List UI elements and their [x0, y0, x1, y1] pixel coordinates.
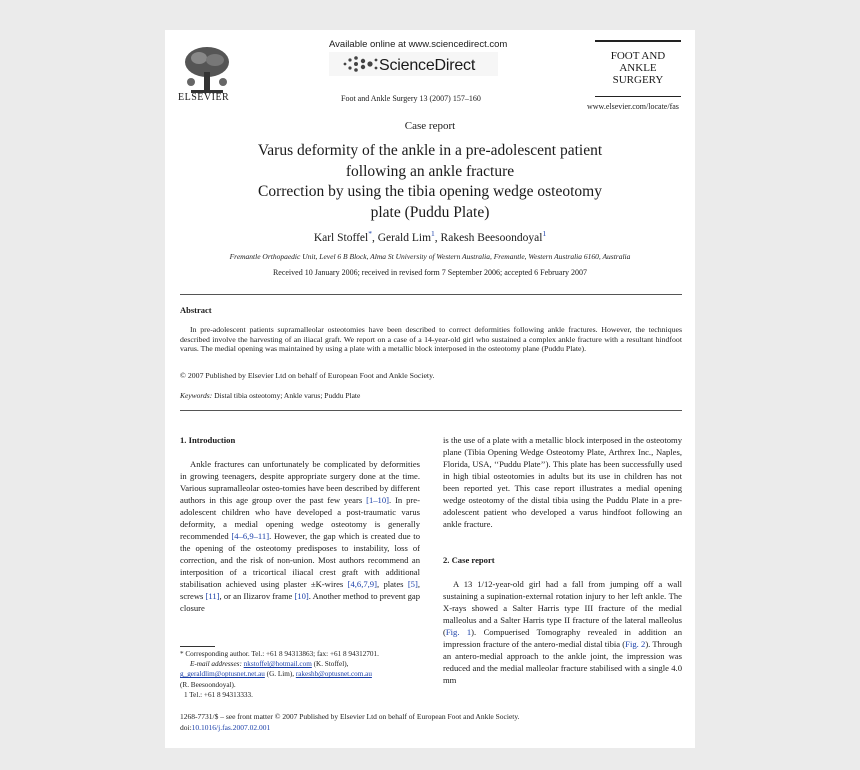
introduction-section [180, 434, 420, 614]
abstract-copyright: © 2007 Published by Elsevier Ltd on behalf of European Foot and Ankle Society. [180, 371, 435, 380]
journal-title-line: FOOT AND [610, 50, 666, 62]
text-run: ). Through an antero-medial approach to the ankle joint, the impression was reduced and the medial malleolar fracture stabilised with a single 4.0 mm [443, 639, 682, 685]
text-run: , screws [180, 579, 420, 601]
elsevier-wordmark: ELSEVIER [178, 92, 230, 103]
text-run: A 13 1/12-year-old girl had a fall from jumping off a wall sustaining a supination-external rotation injury to her left ankle. The X-rays showed a Salter Harris type III fracture of the medial malleolus and a Salter Harris type II fracture of the lateral malleolus ( [443, 579, 682, 637]
footnotes [180, 649, 420, 700]
introduction-paragraph [180, 458, 420, 614]
title-line: plate (Puddu Plate) [370, 203, 490, 221]
author-name: Karl Stoffel [313, 231, 369, 244]
text-run: . Another method to prevent gap closure [180, 591, 421, 613]
citation-link[interactable]: [4–6,9–11] [231, 531, 270, 541]
keywords-label: Keywords: [180, 391, 213, 400]
journal-reference: Foot and Ankle Surgery 13 (2007) 157–160 [341, 94, 481, 103]
figure-link[interactable]: Fig. 2 [625, 639, 646, 649]
text-run: ). Compuerised Tomography revealed in addition an impression fracture of the antero-medial distal tibia ( [443, 627, 682, 649]
doi-label: doi: [180, 722, 192, 732]
article-page [165, 30, 695, 748]
keywords [180, 391, 360, 400]
author-list: Karl Stoffel*, Gerald Lim$^1$, Rakesh Beesoondoyal$^1$ [313, 229, 547, 244]
right-column [443, 434, 682, 686]
corresponding-author-note: * Corresponding author. Tel.: +61 8 94313863; fax: +61 8 94312701. [180, 650, 379, 658]
abstract-bottom-rule [180, 410, 682, 411]
email-label: E-mail addresses: [190, 660, 242, 669]
journal-title-line: ANKLE [619, 62, 657, 74]
footnote-rule [180, 646, 215, 647]
sciencedirect-dots-icon [341, 54, 381, 74]
abstract-text: In pre-adolescent patients supramalleolar osteotomies have been described to correct deformities following ankle fractures. However, the techniques described involve the harvesting of an iliacal graft. We report on a case of a 14-year-old girl who sustained a complex ankle fracture with a resultant hindfoot varus. The medial opening was maintained by using a plate with a metallic block interposed in the osteotomy plane (Puddu Plate). [180, 325, 682, 354]
document-type: Case report [404, 120, 456, 132]
email-note: (R. Beesoondoyal). [180, 680, 236, 689]
title-line: Correction by using the tibia opening wedge osteotomy [258, 183, 602, 200]
citation-link[interactable]: [5] [407, 579, 418, 589]
received-dates: Received 10 January 2006; received in revised form 7 September 2006; accepted 6 February 2007 [272, 268, 588, 277]
case-report-paragraph [443, 578, 682, 686]
email-note [180, 659, 420, 669]
author-mark[interactable]: * [368, 229, 372, 238]
abstract-top-rule [180, 294, 682, 295]
journal-url[interactable]: www.elsevier.com/locate/fas [587, 102, 679, 111]
title-line: Varus deformity of the ankle in a pre-adolescent patient [257, 142, 603, 159]
page-footer [180, 712, 682, 733]
citation-link[interactable]: [4,6,7,9] [347, 579, 377, 589]
citation-link[interactable]: [1–10] [366, 495, 390, 505]
journal-title [595, 50, 681, 86]
case-report-heading: 2. Case report [443, 555, 495, 565]
sciencedirect-wordmark: ScienceDirect [379, 57, 476, 74]
author-mark[interactable]: 1 [431, 229, 435, 238]
doi-link[interactable]: 10.1016/j.fas.2007.02.001 [191, 722, 271, 732]
doi-line [180, 723, 682, 734]
email-link[interactable]: nkstoffel@hotmail.com [243, 660, 312, 669]
affiliation: Fremantle Orthopaedic Unit, Level 6 B Block, Alma St University of Western Australia, Fremantle, Western Australia 6160, Australia [229, 252, 631, 261]
text-run: (G. Lim), [264, 670, 296, 679]
abstract-heading: Abstract [180, 305, 212, 315]
continued-paragraph: is the use of a plate with a metallic block interposed in the osteotomy plane (Tibia Opening Wedge Osteotomy Plate, Arthrex Inc., Naples, Florida, USA, ‘‘Puddu Plate’’). This plate has been successfully used in high tibial osteotomies in adults but its use in children has not been reported yet. This case report illustrates a medial opening wedge osteotomy of the distal tibia using the Puddu Plate in a pre-adolescent patient who developed a varus hindfoot following an ankle fracture. [443, 435, 682, 529]
author-name: Gerald Lim [377, 231, 432, 244]
text-run: . In pre-adolescent children who have developed a post-traumatic varus deformity, a medial opening wedge osteotomy is generally recommended [180, 495, 420, 541]
text-run: , plates [376, 579, 408, 589]
email-link[interactable]: rakeshb@optusnet.com.au [295, 670, 372, 679]
email-link[interactable]: g_geraldlim@optusnet.net.au [180, 670, 265, 679]
email-note [180, 669, 420, 679]
journal-title-line: SURGERY [612, 74, 664, 86]
available-online-text: Available online at www.sciencedirect.com [329, 39, 508, 50]
telephone-note: 1 Tel.: +61 8 94313333. [184, 690, 253, 699]
keywords-list: Distal tibia osteotomy; Ankle varus; Puddu Plate [214, 391, 361, 400]
title-line: following an ankle fracture [345, 162, 515, 180]
front-matter-line: 1268-7731/$ – see front matter © 2007 Published by Elsevier Ltd on behalf of European Foot and Ankle Society. [180, 712, 520, 721]
introduction-heading: 1. Introduction [180, 435, 236, 445]
text-run: . However, the gap which is created due to the opening of the osteotomy predisposes to instability, loss of correction, and the risk of non-union. Most authors recommend an interposition of a tricortical iliacal crest graft with additional stabilisation achieved using plaster ±K-wires [180, 531, 420, 589]
citation-link[interactable]: [11] [205, 591, 220, 601]
text-run: , or an Ilizarov frame [219, 591, 295, 601]
author-mark[interactable]: 1 [542, 229, 547, 238]
article-title [165, 141, 695, 223]
text-run: Ankle fractures can unfortunately be complicated by deformities in growing teenagers, despite appropriate surgery done at the time. Various supramalleolar osteo-tomies have been described by different authors in this age group over the past few years [180, 459, 420, 505]
author-name: Rakesh Beesoondoyal [440, 231, 543, 244]
citation-link[interactable]: [10] [294, 591, 309, 601]
text-run: (K. Stoffel), [311, 660, 349, 669]
figure-link[interactable]: Fig. 1 [445, 627, 472, 637]
